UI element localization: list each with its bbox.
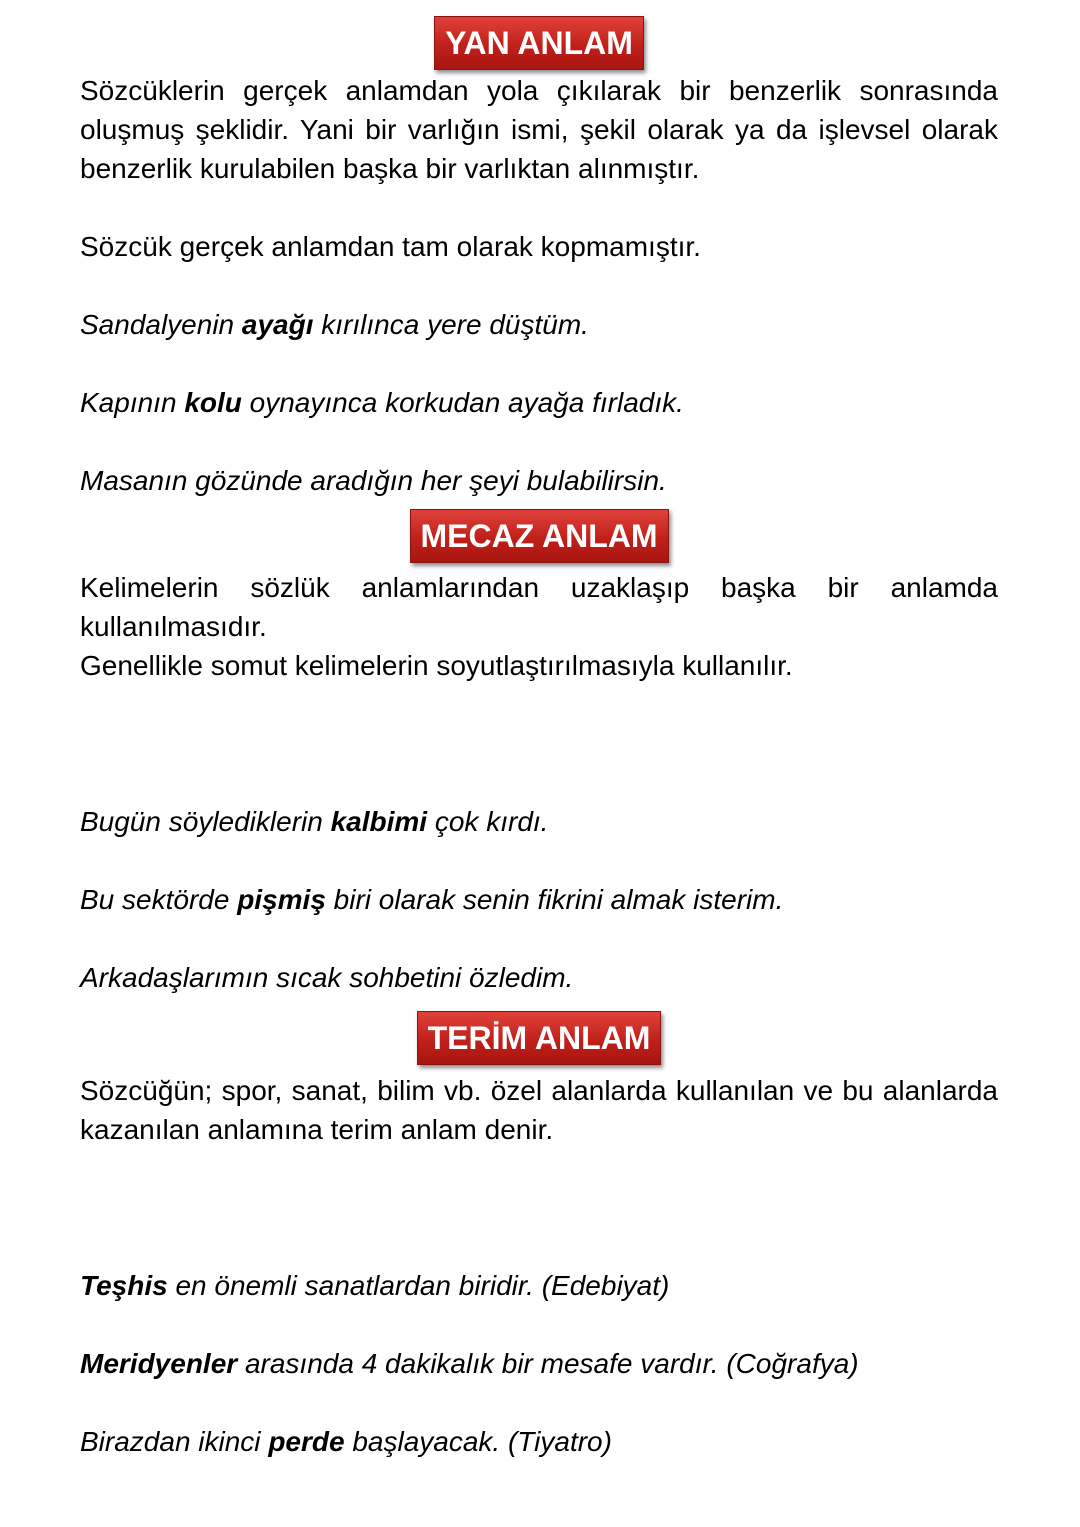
example-sentence: Bugün söylediklerin kalbimi çok kırdı.: [80, 806, 549, 837]
section-yan-anlam: [80, 16, 998, 500]
mecaz-anlam-title: MECAZ ANLAM: [410, 509, 669, 563]
example-sentence: Bu sektörde pişmiş biri olarak senin fikrini almak isterim.: [80, 884, 784, 915]
terim-anlam-definition: Sözcüğün; spor, sanat, bilim vb. özel alanlarda kullanılan ve bu alanlarda kazanılan anlamına terim anlam denir.: [80, 1075, 998, 1145]
example-sentence: Masanın gözünde aradığın her şeyi bulabilirsin.: [80, 465, 667, 496]
mecaz-anlam-note: Genellikle somut kelimelerin soyutlaştırılmasıyla kullanılır.: [80, 650, 793, 681]
example-sentence: Arkadaşlarımın sıcak sohbetini özledim.: [80, 962, 574, 993]
yan-anlam-note: Sözcük gerçek anlamdan tam olarak kopmamıştır.: [80, 231, 701, 262]
example-sentence: Birazdan ikinci perde başlayacak. (Tiyatro): [80, 1426, 612, 1457]
yan-anlam-definition: Sözcüklerin gerçek anlamdan yola çıkılarak bir benzerlik sonrasında oluşmuş şeklidir. Yani bir varlığın ismi, şekil olarak ya da işlevsel olarak benzerlik kurulabilen başka bir varlıktan alınmıştır.: [80, 75, 998, 184]
section-terim-anlam: [80, 1011, 998, 1461]
example-sentence: Sandalyenin ayağı kırılınca yere düştüm.: [80, 309, 589, 340]
yan-anlam-title: YAN ANLAM: [434, 16, 644, 70]
terim-anlam-title: TERİM ANLAM: [417, 1011, 662, 1065]
title-wrap: [80, 509, 998, 565]
example-sentence: Meridyenler arasında 4 dakikalık bir mesafe vardır. (Coğrafya): [80, 1348, 859, 1379]
example-sentence: Kapının kolu oynayınca korkudan ayağa fırladık.: [80, 387, 684, 418]
example-sentence: Teşhis en önemli sanatlardan biridir. (Edebiyat): [80, 1270, 670, 1301]
section-mecaz-anlam: [80, 509, 998, 997]
mecaz-anlam-definition: Kelimelerin sözlük anlamlarından uzaklaşıp başka bir anlamda kullanılmasıdır.: [80, 572, 998, 642]
title-wrap: [80, 1011, 998, 1067]
title-wrap: [80, 16, 998, 72]
